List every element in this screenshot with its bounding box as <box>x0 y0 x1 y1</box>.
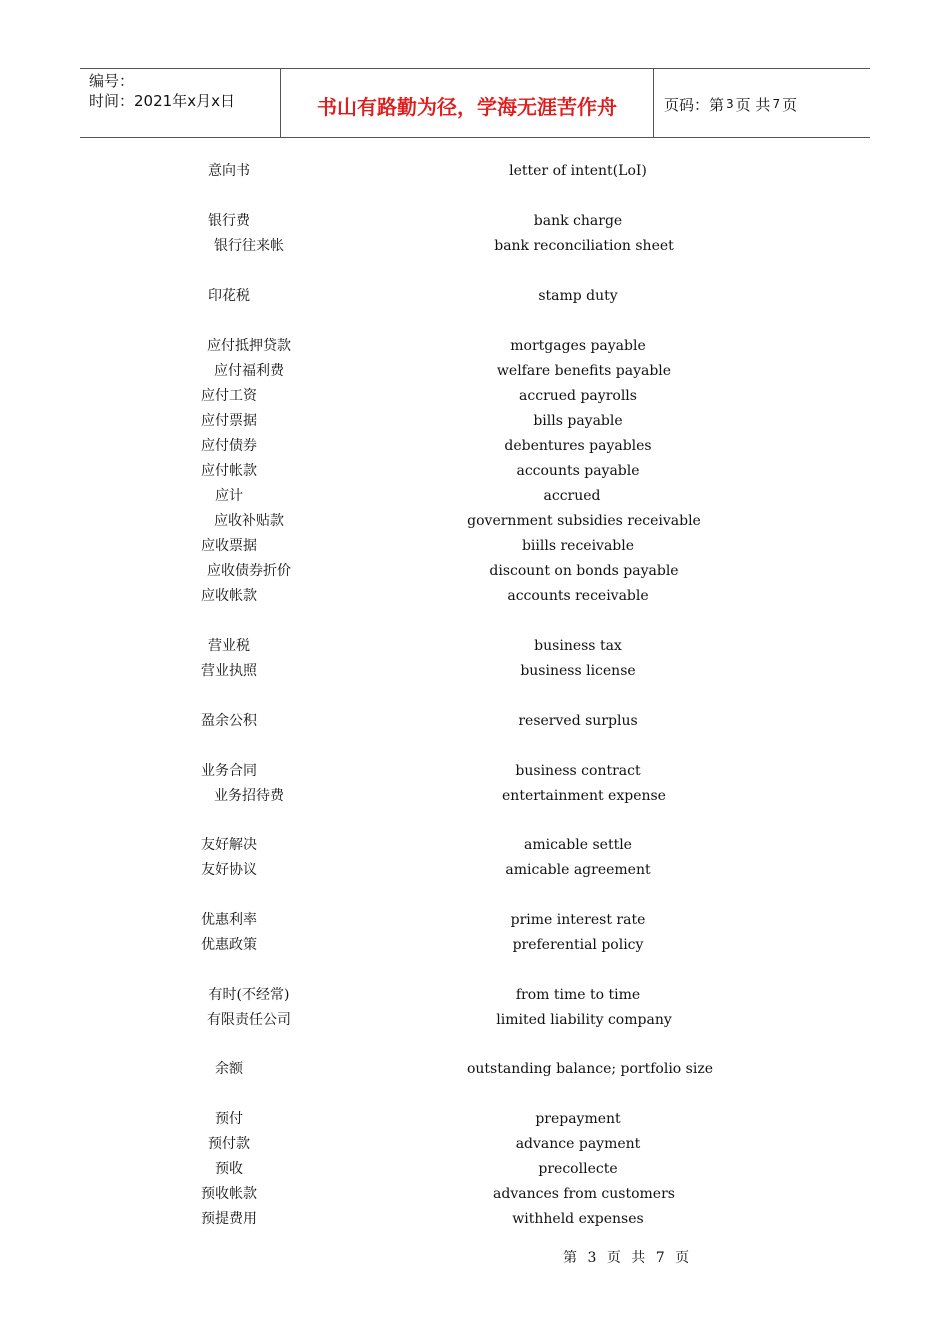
term-chinese: 应付债券 <box>201 438 257 454</box>
term-chinese: 意向书 <box>208 163 250 179</box>
term-chinese: 有限责任公司 <box>207 1012 291 1028</box>
term-english: advances from customers <box>493 1186 675 1202</box>
term-english: outstanding balance; portfolio size <box>466 1061 714 1077</box>
term-english: prime interest rate <box>510 912 646 928</box>
footer-total-pages: 7 <box>655 1250 665 1266</box>
term-english: advance payment <box>515 1136 641 1152</box>
term-chinese: 营业税 <box>208 638 250 654</box>
term-chinese: 业务招待费 <box>214 788 284 804</box>
term-english: entertainment expense <box>502 788 666 804</box>
page-end: 页 <box>782 95 798 114</box>
term-chinese: 预付 <box>215 1111 243 1127</box>
footer-current-page: 3 <box>587 1250 597 1266</box>
header-motto: 书山有路勤为径，学海无涯苦作舟 <box>281 69 654 137</box>
term-english: from time to time <box>515 987 641 1003</box>
term-english: stamp duty <box>538 288 618 304</box>
term-chinese: 预收帐款 <box>201 1186 257 1202</box>
term-chinese: 有时(不经常) <box>208 987 290 1003</box>
term-chinese: 应收帐款 <box>201 588 257 604</box>
term-english: business tax <box>534 638 622 654</box>
term-english: reserved surplus <box>518 713 638 729</box>
footer-text-3: 共 <box>631 1250 646 1266</box>
term-chinese: 友好协议 <box>201 862 257 878</box>
term-chinese: 银行费 <box>208 213 250 229</box>
term-english: letter of intent(LoI) <box>509 163 647 179</box>
term-english: discount on bonds payable <box>489 563 679 579</box>
term-chinese: 应收票据 <box>201 538 257 554</box>
term-chinese: 应收债券折价 <box>207 563 291 579</box>
term-chinese: 优惠政策 <box>201 937 257 953</box>
term-english: debentures payables <box>504 438 652 454</box>
term-english: accrued payrolls <box>519 388 637 404</box>
term-chinese: 营业执照 <box>201 663 257 679</box>
term-english: precollecte <box>538 1161 618 1177</box>
term-chinese: 应付工资 <box>201 388 257 404</box>
footer-text-4: 页 <box>675 1250 690 1266</box>
term-chinese: 业务合同 <box>201 763 257 779</box>
term-chinese: 银行往来帐 <box>214 238 284 254</box>
footer-text-1: 第 <box>563 1250 577 1266</box>
page-footer <box>563 1247 695 1267</box>
page-current: 3 <box>726 97 734 111</box>
page-label: 页码：第 <box>664 95 725 114</box>
term-english: accounts receivable <box>507 588 649 604</box>
term-chinese: 应付福利费 <box>214 363 284 379</box>
footer-text-2: 页 <box>606 1250 621 1266</box>
term-english: accrued <box>543 488 601 504</box>
term-english: mortgages payable <box>510 338 646 354</box>
term-english: business license <box>520 663 636 679</box>
term-english: withheld expenses <box>512 1211 644 1227</box>
term-english: limited liability company <box>496 1012 672 1028</box>
term-english: government subsidies receivable <box>467 513 701 529</box>
term-chinese: 预收 <box>215 1161 243 1177</box>
term-chinese: 应付帐款 <box>201 463 257 479</box>
term-chinese: 友好解决 <box>201 837 257 853</box>
term-english: welfare benefits payable <box>496 363 672 379</box>
term-english: prepayment <box>535 1111 621 1127</box>
page-mid: 页 共 <box>735 95 771 114</box>
date-value: 2021年x月x日 <box>134 92 235 110</box>
term-english: bank charge <box>533 213 623 229</box>
term-chinese: 应收补贴款 <box>214 513 284 529</box>
term-chinese: 预付款 <box>208 1136 250 1152</box>
term-chinese: 余额 <box>215 1061 243 1077</box>
term-english: preferential policy <box>512 937 644 953</box>
term-chinese: 盈余公积 <box>201 713 257 729</box>
term-english: accounts payable <box>516 463 640 479</box>
term-chinese: 预提费用 <box>201 1211 257 1227</box>
term-chinese: 应付票据 <box>201 413 257 429</box>
term-chinese: 应计 <box>215 488 243 504</box>
term-english: biills receivable <box>521 538 635 554</box>
term-english: bank reconciliation sheet <box>494 238 674 254</box>
term-english: bills payable <box>533 413 623 429</box>
term-english: amicable settle <box>524 837 632 853</box>
term-chinese: 优惠利率 <box>201 912 257 928</box>
term-english: business contract <box>515 763 641 779</box>
number-label: 编号： <box>89 72 135 90</box>
term-chinese: 应付抵押贷款 <box>207 338 291 354</box>
time-label: 时间： <box>89 92 135 110</box>
term-chinese: 印花税 <box>208 288 250 304</box>
term-english: amicable agreement <box>505 862 651 878</box>
page-total: 7 <box>772 97 781 111</box>
